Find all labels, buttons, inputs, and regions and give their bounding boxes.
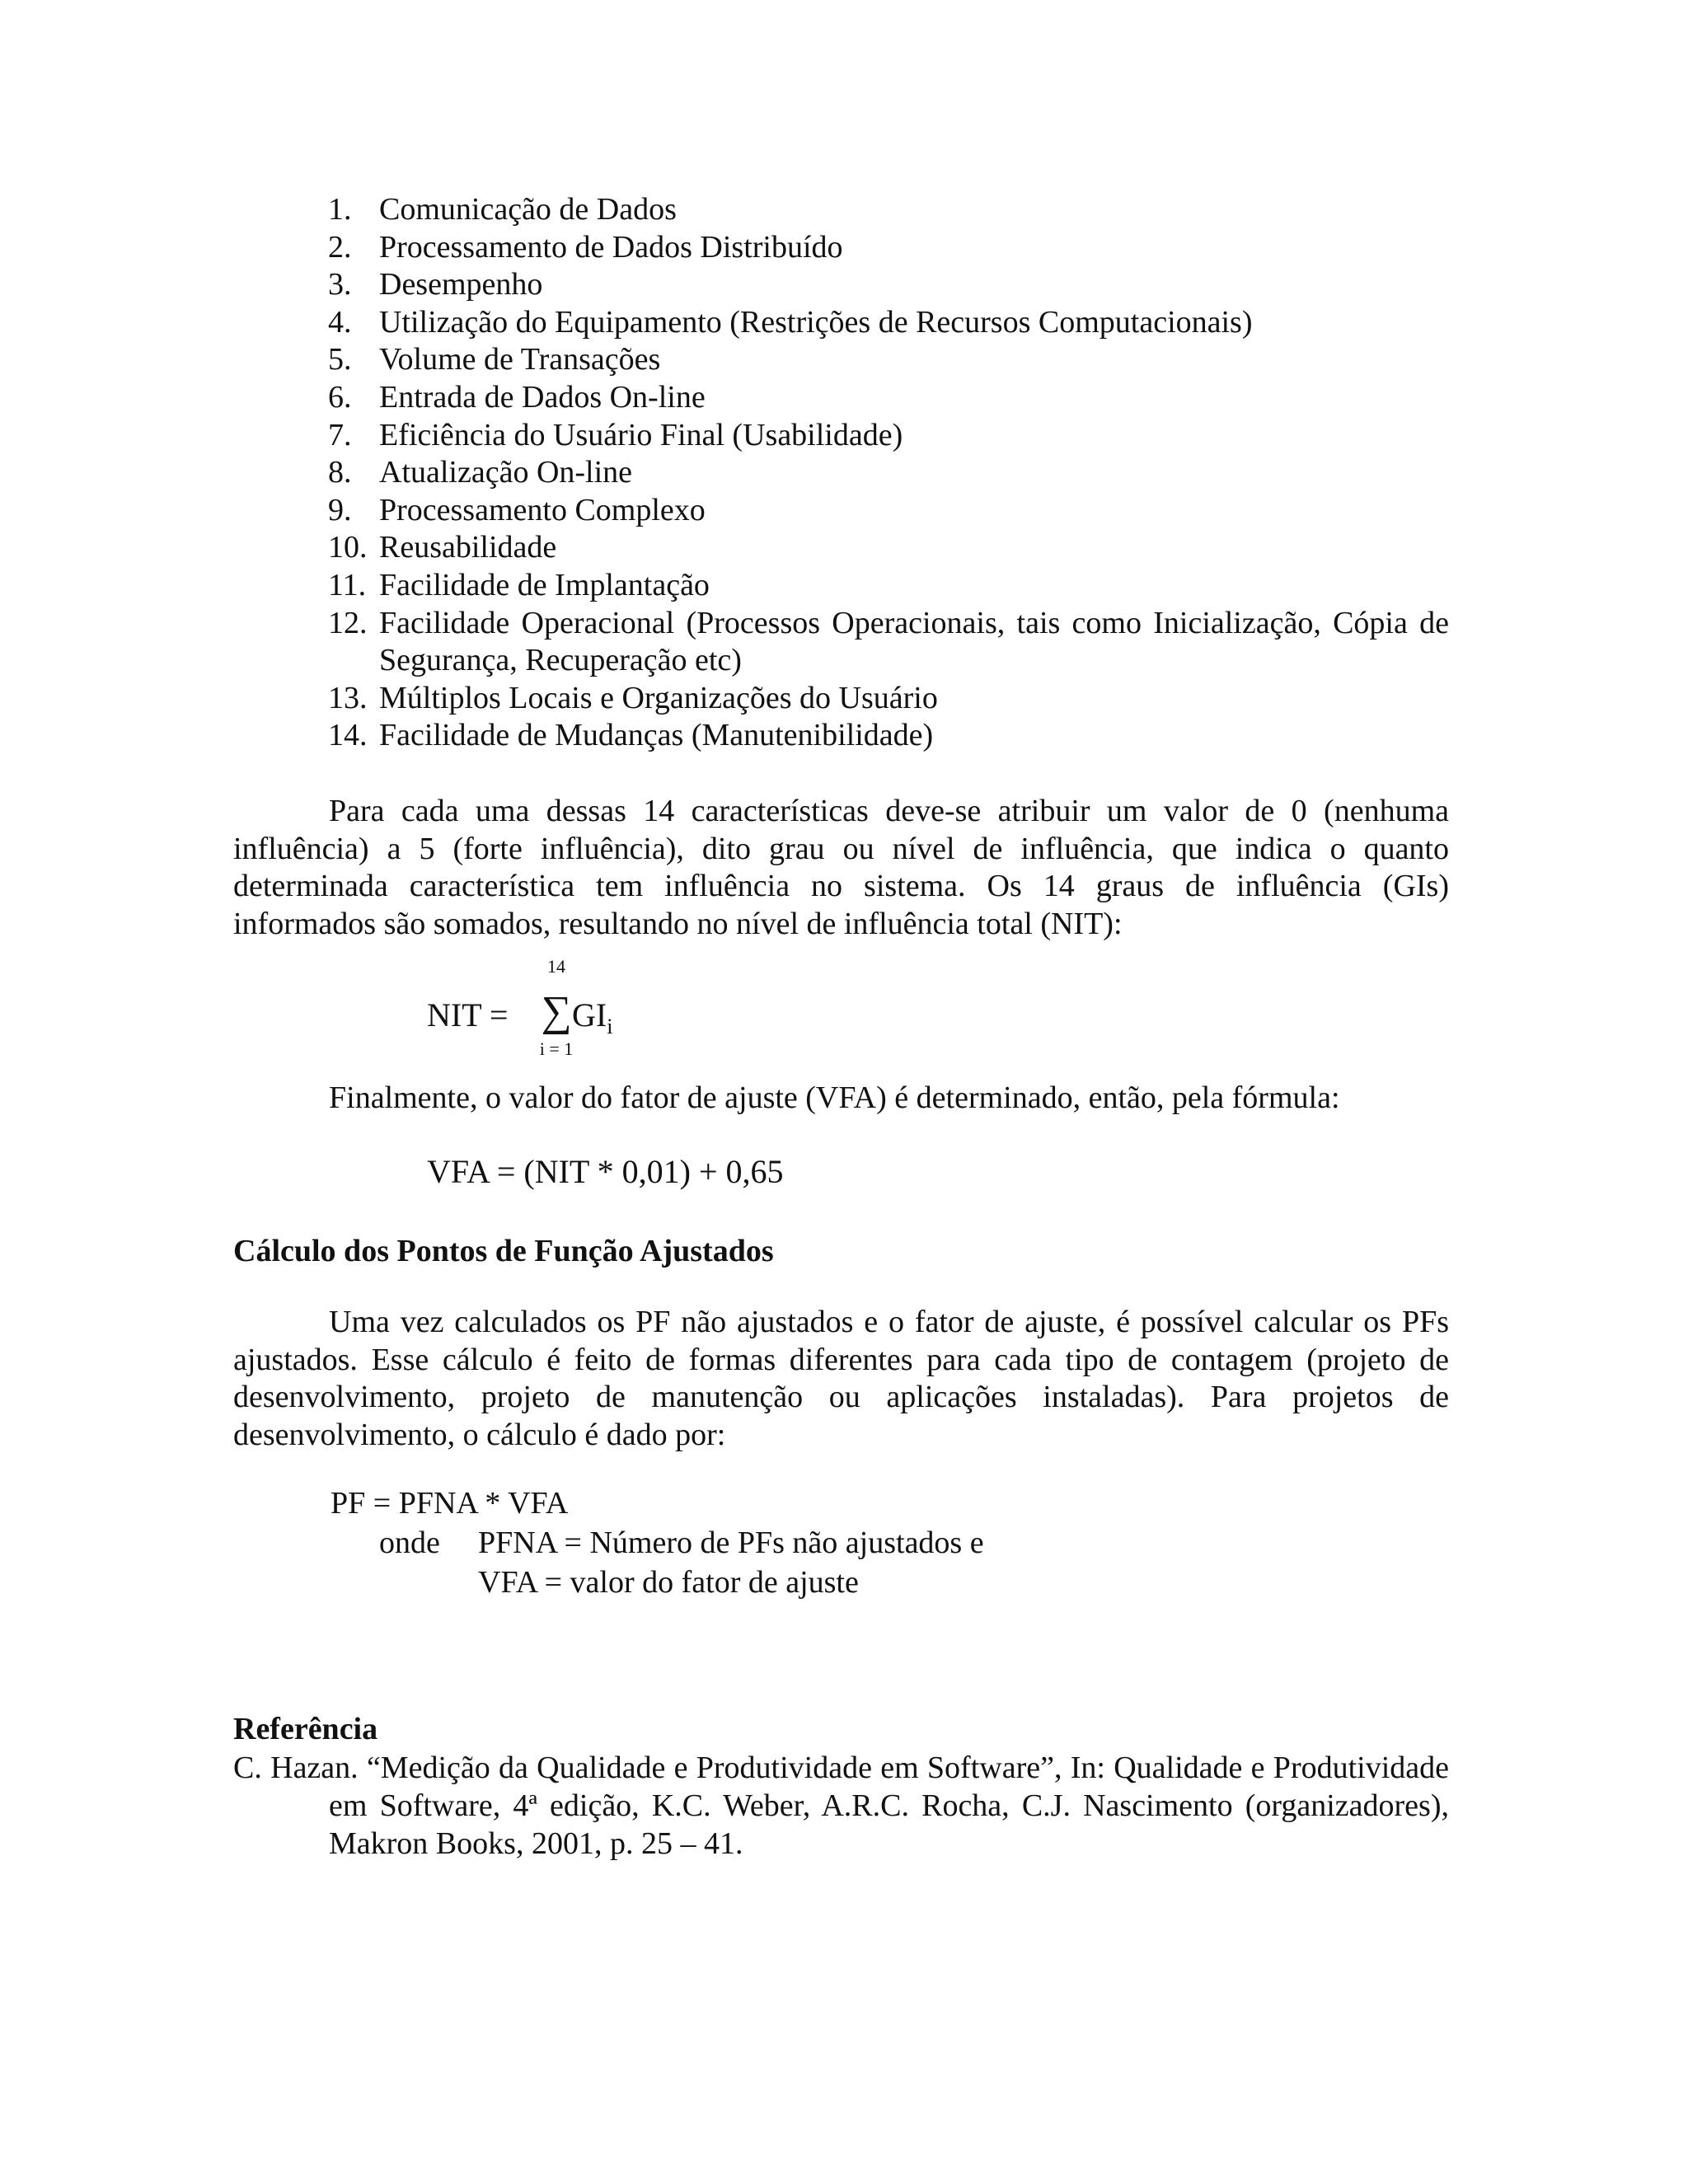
list-item-number: 11.: [328, 567, 367, 602]
vfa-formula: VFA = (NIT * 0,01) + 0,65: [427, 1153, 784, 1190]
list-item-number: 5.: [328, 342, 352, 377]
list-item: [328, 266, 1449, 304]
paragraph-influence: Para cada uma dessas 14 características deve-se atribuir um valor de 0 (nenhuma influência) a 5 (forte influência), dito grau ou nível de influência, que indica o quanto determinada característica tem influência no sistema. Os 14 graus de influência (GIs) informados são somados, resultando no nível de influência total (NIT):: [233, 794, 1449, 941]
list-item: [328, 529, 1449, 567]
list-item-number: 10.: [328, 530, 368, 565]
pf-formula-where: onde: [379, 1526, 440, 1560]
list-item: [328, 417, 1449, 455]
list-item: [328, 229, 1449, 267]
list-item: [328, 680, 1449, 718]
list-item-text: Eficiência do Usuário Final (Usabilidade): [379, 417, 903, 452]
list-item-number: 1.: [328, 192, 352, 227]
pf-formula-def-vfa: VFA = valor do fator de ajuste: [478, 1565, 859, 1600]
list-item-number: 7.: [328, 417, 352, 452]
list-item: [328, 492, 1449, 530]
list-item-text: Utilização do Equipamento (Restrições de Recursos Computacionais): [379, 304, 1253, 340]
list-item: [328, 379, 1449, 417]
pf-formula: PF = PFNA * VFA: [331, 1486, 569, 1521]
list-item: [328, 341, 1449, 379]
list-item: [328, 567, 1449, 605]
list-item: [328, 717, 1449, 755]
list-item-text: Facilidade Operacional (Processos Operacionais, tais como Inicialização, Cópia de Segurança, Recuperação etc): [379, 605, 1449, 678]
reference-entry: C. Hazan. “Medição da Qualidade e Produtividade em Software”, In: Qualidade e Produtividade em Software, 4ª edição, K.C. Weber, A.R.C. Rocha, C.J. Nascimento (organizadores), Makron Books, 2001, p. 25 – 41.: [233, 1750, 1449, 1861]
nit-formula-lhs: NIT =: [427, 996, 509, 1033]
heading-reference: Referência: [233, 1712, 378, 1746]
pf-formula-def-pfna: PFNA = Número de PFs não ajustados e: [478, 1526, 984, 1560]
list-item-number: 13.: [328, 680, 368, 715]
paragraph-adjusted: Uma vez calculados os PF não ajustados e o fator de ajuste, é possível calcular os PFs ajustados. Esse cálculo é feito de formas diferentes para cada tipo de contagem (projeto de desenvolvimento, projeto de manutenção ou aplicações instaladas). Para projetos de desenvolvimento, o cálculo é dado por:: [233, 1305, 1449, 1452]
list-item: [328, 454, 1449, 492]
list-item-text: Entrada de Dados On-line: [379, 379, 706, 415]
list-item-number: 4.: [328, 304, 352, 340]
list-item: [328, 304, 1449, 342]
list-item-text: Desempenho: [379, 267, 543, 302]
list-item-text: Atualização On-line: [379, 455, 633, 490]
list-item-text: Processamento de Dados Distribuído: [379, 229, 843, 265]
list-item-number: 2.: [328, 229, 352, 265]
nit-term-name: GI: [572, 996, 607, 1033]
list-item-text: Volume de Transações: [379, 342, 661, 377]
paragraph-finally: Finalmente, o valor do fator de ajuste (VFA) é determinado, então, pela fórmula:: [329, 1080, 1340, 1115]
summation-lower-limit: i = 1: [539, 1038, 574, 1059]
sigma-symbol: ∑: [541, 988, 572, 1035]
list-item-number: 9.: [328, 492, 352, 527]
summation-upper-limit: 14: [547, 956, 565, 977]
nit-formula-term: [572, 996, 612, 1039]
list-item-number: 6.: [328, 379, 352, 415]
list-item: [328, 605, 1449, 680]
list-item-text: Facilidade de Mudanças (Manutenibilidade): [379, 718, 934, 753]
nit-term-subscript: i: [607, 1015, 613, 1038]
list-item-text: Processamento Complexo: [379, 492, 706, 527]
list-item-text: Reusabilidade: [379, 530, 557, 565]
list-item-number: 12.: [328, 605, 368, 640]
list-item-number: 14.: [328, 718, 368, 753]
list-item-number: 8.: [328, 455, 352, 490]
list-item-text: Comunicação de Dados: [379, 192, 677, 227]
list-item-text: Múltiplos Locais e Organizações do Usuário: [379, 680, 938, 715]
list-item-number: 3.: [328, 267, 352, 302]
heading-adjusted-points: Cálculo dos Pontos de Função Ajustados: [233, 1234, 774, 1268]
characteristics-list: [328, 191, 1449, 755]
list-item-text: Facilidade de Implantação: [379, 567, 710, 602]
list-item: [328, 191, 1449, 229]
